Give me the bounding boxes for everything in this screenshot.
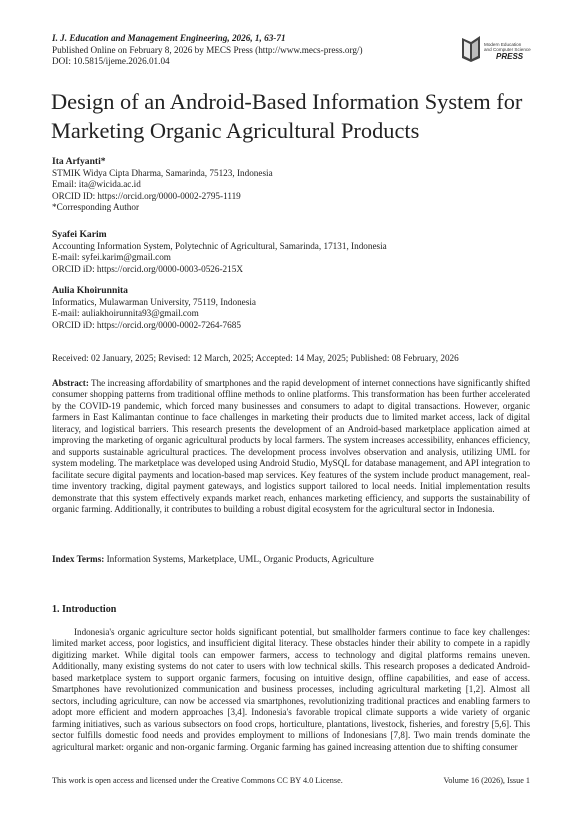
doi-line[interactable]: DOI: 10.5815/ijeme.2026.01.04 xyxy=(52,56,170,66)
index-terms-label: Index Terms: xyxy=(52,554,105,564)
author-block-1 xyxy=(52,156,532,214)
corresponding-note: *Corresponding Author xyxy=(52,202,140,213)
abstract-label: Abstract: xyxy=(52,378,89,388)
mecs-press-logo xyxy=(460,30,531,68)
volume-issue: Volume 16 (2026), Issue 1 xyxy=(443,776,530,785)
logo-text xyxy=(484,42,531,52)
introduction-paragraph: Indonesia's organic agriculture sector holds significant potential, but smallholder farmers continue to face key challenges: limited market access, poor logistics, and insufficient digital literacy. These obstacles hinder their ability to compete in a rapidly digitizing market. While digital tools can empower farmers, access to technology and digital platforms remains uneven. Additionally, many existing systems do not cater to users with low technical skills. This research proposes a dedicated Android-based marketplace system to support organic farmers, focusing on intuitive design, offline capabilities, and ease of access. Smartphones have revolutionized communication and business processes, including agricultural marketing [1,2]. Almost all sectors, including agriculture, can now be accessed via smartphones, revolutionizing traditional practices and enabling farmers to adopt more efficient and modern approaches [3,4]. Indonesia's favorable tropical climate supports a wide variety of organic farming initiatives, such as various subsectors on food crops, horticulture, plantations, livestock, fisheries, and forestry [5,6]. This sector fulfills domestic food needs and provides employment to millions of Indonesians [7,8]. Two main trends dominate the agricultural market: organic and non-organic farming. Organic farming has gained increasing attention due to shifting consumer xyxy=(52,627,530,752)
author-block-3 xyxy=(52,285,532,331)
book-logo-icon xyxy=(460,34,482,64)
author-email[interactable]: E-mail: auliakhoirunnita93@gmail.com xyxy=(52,308,199,319)
publication-line[interactable]: Published Online on February 8, 2026 by MECS Press (http://www.mecs-press.org/) xyxy=(52,44,363,55)
author-affiliation: Informatics, Mulawarman University, 75119, Indonesia xyxy=(52,296,256,307)
index-terms-text: Information Systems, Marketplace, UML, Organic Products, Agriculture xyxy=(106,554,374,564)
journal-citation: I. J. Education and Management Engineering, 2026, 1, 63-71 xyxy=(52,33,286,43)
author-email[interactable]: E-mail: syfei.karim@gmail.com xyxy=(52,252,171,263)
journal-header xyxy=(52,33,452,68)
section-heading: 1. Introduction xyxy=(52,604,117,615)
author-orcid[interactable]: ORCID ID: https://orcid.org/0000-0002-2795-1119 xyxy=(52,190,241,201)
author-orcid[interactable]: ORCID iD: https://orcid.org/0000-0002-7264-7685 xyxy=(52,319,241,330)
author-block-2 xyxy=(52,229,532,275)
paper-title: Design of an Android-Based Information System for Marketing Organic Agricultural Products xyxy=(51,89,523,143)
license-note: This work is open access and licensed under the Creative Commons CC BY 4.0 License. xyxy=(52,776,343,785)
author-orcid[interactable]: ORCID iD: https://orcid.org/0000-0003-0526-215X xyxy=(52,263,243,274)
introduction-text xyxy=(52,627,530,753)
index-terms xyxy=(52,554,374,564)
author-affiliation: Accounting Information System, Polytechnic of Agricultural, Samarinda, 17131, Indonesia xyxy=(52,240,387,251)
author-name: Aulia Khoirunnita xyxy=(52,285,128,296)
abstract-text: The increasing affordability of smartphones and the rapid development of internet connections have significantly shifted consumer shopping patterns from traditional offline methods to online platforms. This transformation has been further accelerated by the COVID-19 pandemic, which forced many businesses and consumers to adapt to digital transactions. However, organic farmers in East Kalimantan continue to face challenges in marketing their products due to limited market access, lack of digital literacy, and logistical barriers. This research presents the development of an Android-based marketplace application aimed at improving the marketing of organic agricultural products by local farmers. The system increases accessibility, enhances efficiency, and supports sustainable agricultural practices. The development process involves observation and analysis, utilizing UML for system modeling. The marketplace was developed using Android Studio, MySQL for database management, and API integration to facilitate secure digital payments and location-based map services. Key features of the system include product management, real-time inventory tracking, digital payment gateways, and logistics support tailored to local needs. Initial implementation results demonstrate that this system effectively expands market reach, enhances marketing efficiency, and supports the sustainability of organic farming. Additionally, it contributes to building a robust digital ecosystem for the agricultural sector in Indonesia. xyxy=(52,378,531,514)
author-name: Syafei Karim xyxy=(52,229,107,240)
logo-press: PRESS xyxy=(496,52,524,61)
abstract xyxy=(52,378,530,515)
received-dates: Received: 02 January, 2025; Revised: 12 March, 2025; Accepted: 14 May, 2025; Published: 08 February, 2026 xyxy=(52,353,459,363)
author-email[interactable]: Email: ita@wicida.ac.id xyxy=(52,179,141,190)
logo-line-1: Modern Education xyxy=(484,42,522,47)
author-name: Ita Arfyanti* xyxy=(52,156,106,167)
logo-line-2: and Computer Science xyxy=(484,47,531,52)
author-affiliation: STMIK Widya Cipta Dharma, Samarinda, 75123, Indonesia xyxy=(52,167,273,178)
